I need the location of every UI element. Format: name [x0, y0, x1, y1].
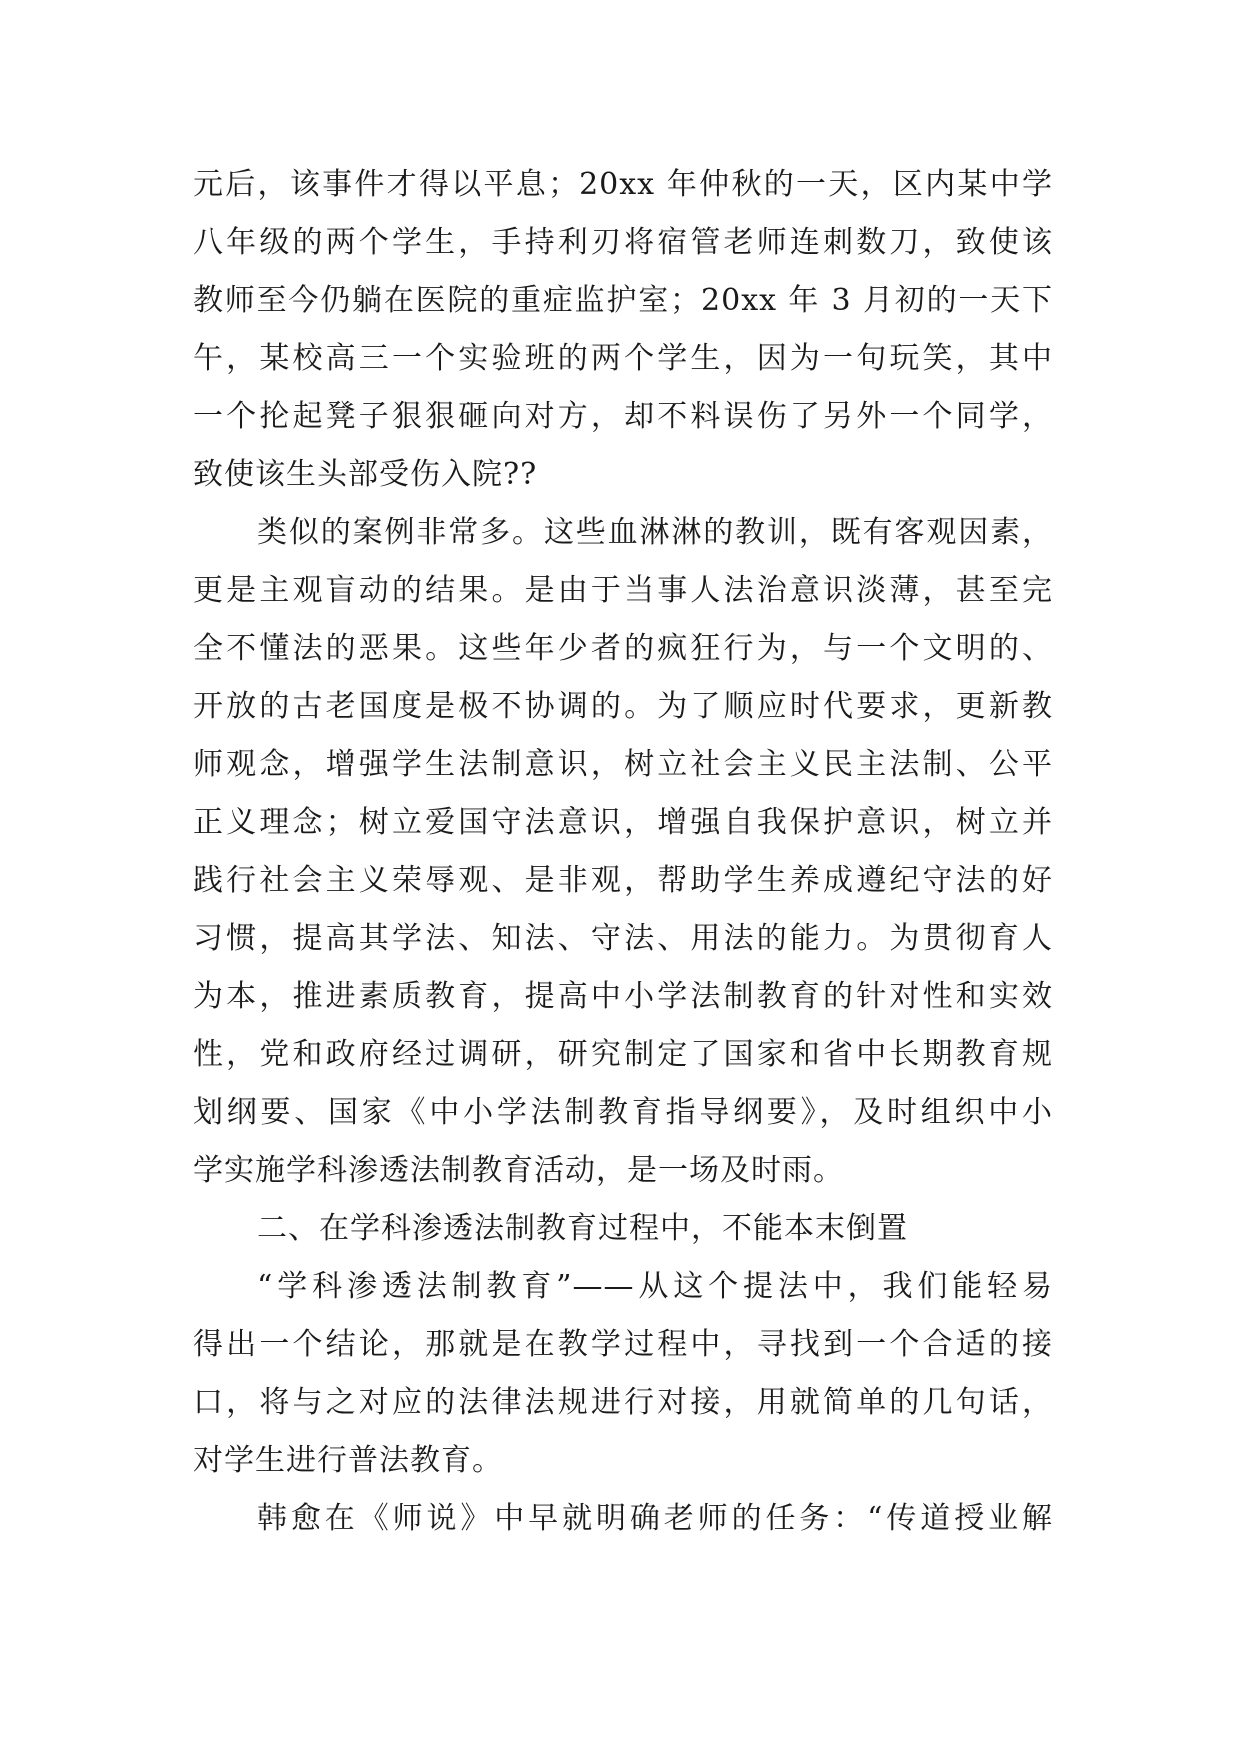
- text-line: 元后，该事件才得以平息；20xx 年仲秋的一天，区内某中学: [193, 167, 1053, 202]
- text-line: 致使该生头部受伤入院??: [193, 457, 538, 492]
- text-line: 正义理念；树立爱国守法意识，增强自我保护意识，树立并: [193, 805, 1053, 840]
- text-line: 对学生进行普法教育。: [193, 1443, 503, 1478]
- text-line: 践行社会主义荣辱观、是非观，帮助学生养成遵纪守法的好: [193, 863, 1053, 898]
- text-line: 一个抡起凳子狠狠砸向对方，却不料误伤了另外一个同学，: [193, 399, 1053, 434]
- text-line: 更是主观盲动的结果。是由于当事人法治意识淡薄，甚至完: [193, 573, 1053, 608]
- text-line: 口，将与之对应的法律法规进行对接，用就简单的几句话，: [193, 1385, 1053, 1420]
- text-line: 八年级的两个学生，手持利刃将宿管老师连刺数刀，致使该: [193, 225, 1053, 260]
- paragraph-start-line: 类似的案例非常多。这些血淋淋的教训，既有客观因素，: [257, 515, 1053, 550]
- text-line: 划纲要、国家《中小学法制教育指导纲要》，及时组织中小: [193, 1095, 1053, 1130]
- text-line: 得出一个结论，那就是在教学过程中，寻找到一个合适的接: [193, 1327, 1053, 1362]
- section-heading: 二、在学科渗透法制教育过程中，不能本末倒置: [257, 1211, 908, 1246]
- text-line: 习惯，提高其学法、知法、守法、用法的能力。为贯彻育人: [193, 921, 1053, 956]
- paragraph-start-line: “学科渗透法制教育”——从这个提法中，我们能轻易: [257, 1269, 1053, 1304]
- text-line: 学实施学科渗透法制教育活动，是一场及时雨。: [193, 1153, 844, 1188]
- body-text: [193, 156, 1053, 1548]
- text-line: 教师至今仍躺在医院的重症监护室；20xx 年 3 月初的一天下: [193, 283, 1053, 318]
- text-line: 全不懂法的恶果。这些年少者的疯狂行为，与一个文明的、: [193, 631, 1053, 666]
- text-line: 为本，推进素质教育，提高中小学法制教育的针对性和实效: [193, 979, 1053, 1014]
- text-line: 性，党和政府经过调研，研究制定了国家和省中长期教育规: [193, 1037, 1053, 1072]
- paragraph-start-line: 韩愈在《师说》中早就明确老师的任务：“传道授业解: [257, 1501, 1053, 1536]
- text-line: 师观念，增强学生法制意识，树立社会主义民主法制、公平: [193, 747, 1053, 782]
- text-line: 开放的古老国度是极不协调的。为了顺应时代要求，更新教: [193, 689, 1053, 724]
- text-line: 午，某校高三一个实验班的两个学生，因为一句玩笑，其中: [193, 341, 1053, 376]
